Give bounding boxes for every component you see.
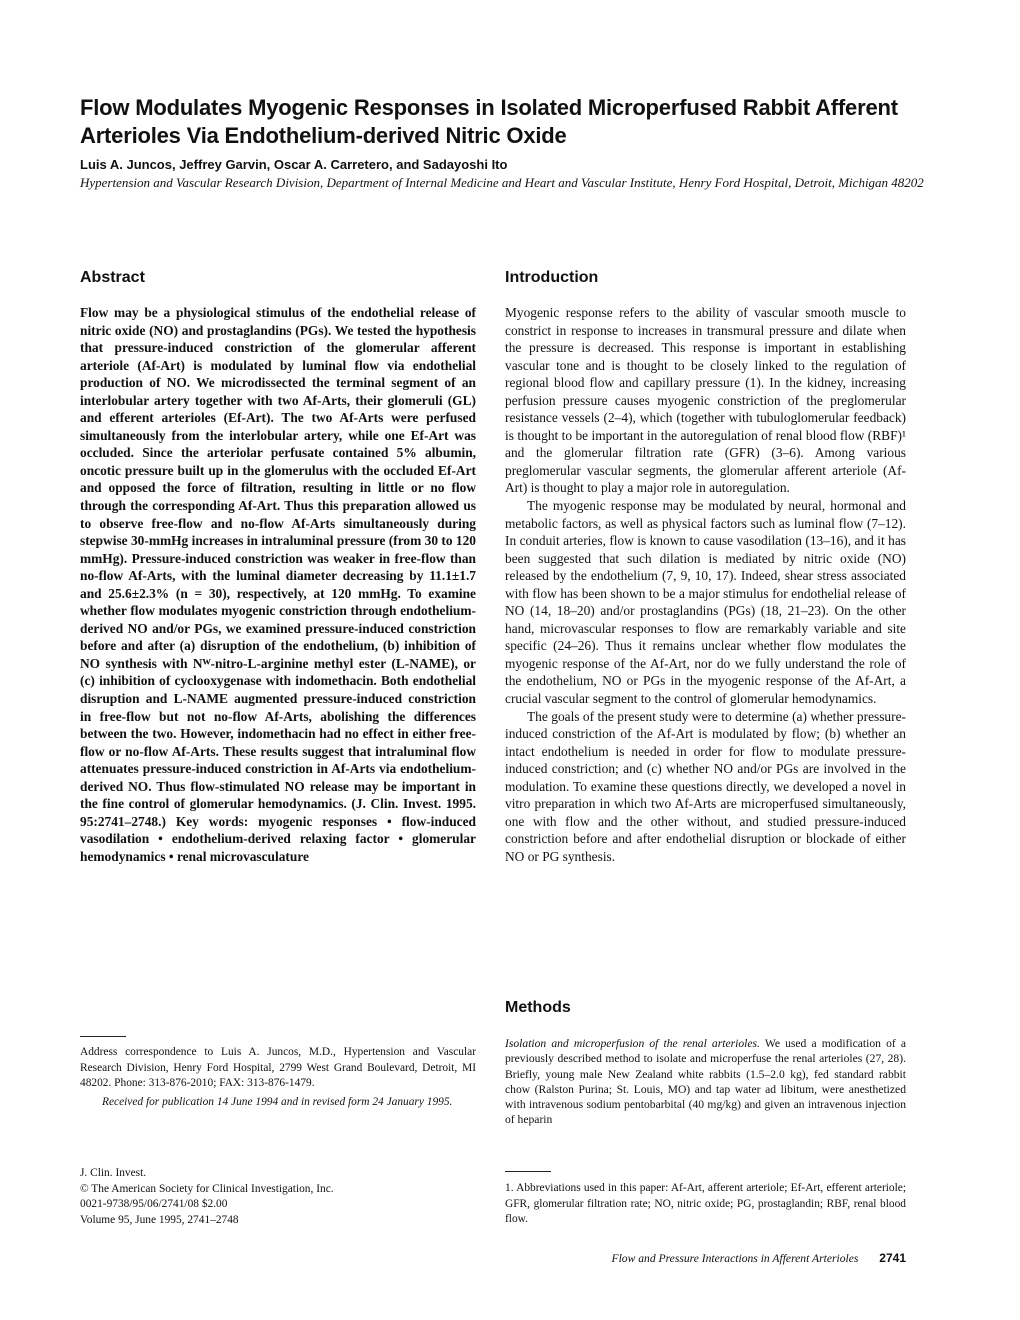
methods-body xyxy=(505,1036,906,1128)
journal-info xyxy=(80,1166,476,1228)
right-column xyxy=(505,268,906,866)
methods-runin-heading: Isolation and microperfusion of the renal arterioles. xyxy=(505,1037,760,1050)
correspondence-address: Address correspondence to Luis A. Juncos, M.D., Hypertension and Vascular Research Division, Henry Ford Hospital, 2799 West Grand Boulevard, Detroit, MI 48202. Phone: 313-876-2010; FAX: 313-876-1479. xyxy=(80,1046,476,1089)
issn-line: 0021-9738/95/06/2741/08 $2.00 xyxy=(80,1198,228,1210)
affiliation: Hypertension and Vascular Research Division, Department of Internal Medicine and Heart and Vascular Institute, Henry Ford Hospital, Detroit, Michigan 48202 xyxy=(80,175,924,190)
abstract-heading: Abstract xyxy=(80,269,145,286)
copyright-line: © The American Society for Clinical Investigation, Inc. xyxy=(80,1182,334,1195)
page-number: 2741 xyxy=(879,1251,906,1265)
intro-paragraph-1: Myogenic response refers to the ability of vascular smooth muscle to constrict in response to increases in transmural pressure and dilate when the pressure is decreased. This response is important in establishing vascular tone and is thought to be closely linked to the regulation of regional blood flow and capillary pressure (1). In the kidney, increasing perfusion pressure causes myogenic constriction of the preglomerular resistance vessels (2–4), which (together with tubuloglomerular feedback) is thought to be important in the autoregulation of renal blood flow (RBF)¹ and the glomerular filtration rate (GFR) (3–6). Among various preglomerular vascular segments, the glomerular afferent arteriole (Af-Art) is thought to play a major role in autoregulation. xyxy=(505,305,906,496)
page-footer xyxy=(505,1251,906,1265)
author-list: Luis A. Juncos, Jeffrey Garvin, Oscar A. Carretero, and Sadayoshi Ito xyxy=(80,157,508,172)
introduction-body xyxy=(505,304,906,866)
correspondence-footnote xyxy=(80,1045,476,1110)
article-title: Flow Modulates Myogenic Responses in Isolated Microperfused Rabbit Afferent Arterioles Via Endothelium-derived Nitric Oxide xyxy=(80,95,898,148)
abstract-text: Flow may be a physiological stimulus of the endothelial release of nitric oxide (NO) and prostaglandins (PGs). We tested the hypothesis that pressure-induced constriction of the glomerular afferent arteriole (Af-Art) is modulated by luminal flow via endothelial production of NO. We microdissected the terminal segment of an interlobular artery together with two Af-Arts, their glomeruli (GL) and efferent arterioles (Ef-Art). The two Af-Arts were perfused simultaneously from the interlobular artery, while one Ef-Art was occluded. Since the arteriolar perfusate contained 5% albumin, oncotic pressure built up in the glomerulus with the occluded Ef-Art and opposed the force of filtration, resulting in little or no flow through the corresponding Af-Art. Thus this preparation allowed us to observe free-flow and no-flow Af-Arts simultaneously during stepwise 30-mmHg increases in intraluminal pressure (from 30 to 120 mmHg). Pressure-induced constriction was weaker in free-flow than no-flow Af-Arts, with the luminal diameter decreasing by 11.1±1.7 and 25.6±2.3% (n = 30), respectively, at 120 mmHg. To examine whether flow modulates myogenic constriction through endothelium-derived NO and/or PGs, we examined pressure-induced constriction before and after (a) disruption of the endothelium, (b) inhibition of NO synthesis with Nᵂ-nitro-L-arginine methyl ester (L-NAME), or (c) inhibition of cyclooxygenase with indomethacin. Both endothelial disruption and L-NAME augmented pressure-induced constriction in free-flow but not no-flow Af-Arts, abolishing the differences between the two. However, indomethacin had no effect in either free-flow or no-flow Af-Arts. These results suggest that intraluminal flow attenuates pressure-induced constriction in Af-Arts via endothelium-derived NO. Thus flow-stimulated NO release may be important in the fine control of glomerular hemodynamics. (J. Clin. Invest. 1995. 95:2741–2748.) Key words: myogenic responses • flow-induced vasodilation • endothelium-derived relaxing factor • glomerular hemodynamics • renal microvasculature xyxy=(80,305,476,864)
methods-paragraph xyxy=(505,1036,906,1128)
introduction-heading: Introduction xyxy=(505,269,599,286)
methods-heading: Methods xyxy=(505,999,571,1016)
volume-line: Volume 95, June 1995, 2741–2748 xyxy=(80,1213,239,1226)
abbreviations-footnote: 1. Abbreviations used in this paper: Af-Art, afferent arteriole; Ef-Art, efferent arteriole; GFR, glomerular filtration rate; NO, nitric oxide; PG, prostaglandin; RBF, renal blood flow. xyxy=(505,1182,906,1225)
received-date: Received for publication 14 June 1994 and in revised form 24 January 1995. xyxy=(102,1095,453,1108)
methods-text: We used a modification of a previously described method to isolate and microperfuse the renal arterioles (27, 28). Briefly, young male New Zealand white rabbits (1.5–2.0 kg), fed standard rabbit chow (Ralston Purina; St. Louis, MO) and tap water ad libitum, were anesthetized with intravenous sodium pentobarbital (40 mg/kg) and given an intravenous injection of heparin xyxy=(505,1037,906,1127)
intro-paragraph-2: The myogenic response may be modulated by neural, hormonal and metabolic factors, as well as physical factors such as luminal flow (7–12). In conduit arteries, flow is known to cause vasodilation (13–16), and it has been suggested that such dilation is mediated by nitric oxide (NO) released by the endothelium (7, 9, 10, 17). Indeed, shear stress associated with flow has been shown to be a major stimulus for endothelial release of NO (14, 18–20) and/or prostaglandins (PGs) (18, 21–23). On the other hand, microvascular responses to flow are remarkably variable and site specific (24–26). Thus it remains unclear whether flow modulates the myogenic response of the Af-Art, nor do we fully understand the role of the endothelium, NO or PGs in the myogenic response of the Af-Art, a crucial vascular segment to the control of glomerular hemodynamics. xyxy=(505,498,906,707)
running-head: Flow and Pressure Interactions in Afferent Arterioles xyxy=(611,1252,859,1265)
intro-paragraph-3: The goals of the present study were to determine (a) whether pressure-induced constriction of the Af-Art is modulated by flow; (b) whether an intact endothelium is needed in order for flow to modulate pressure-induced constriction; and (c) whether NO and/or PGs are involved in the modulation. To examine these questions directly, we developed a novel in vitro preparation in which two Af-Arts are microperfused simultaneously, one with flow and the other without, and studied pressure-induced constriction before and after endothelial disruption or blockade of either NO or PG synthesis. xyxy=(505,708,906,864)
footnote-rule-right xyxy=(505,1171,551,1172)
journal-name: J. Clin. Invest. xyxy=(80,1167,147,1179)
left-column xyxy=(80,268,476,866)
footnote-rule-left xyxy=(80,1036,126,1037)
